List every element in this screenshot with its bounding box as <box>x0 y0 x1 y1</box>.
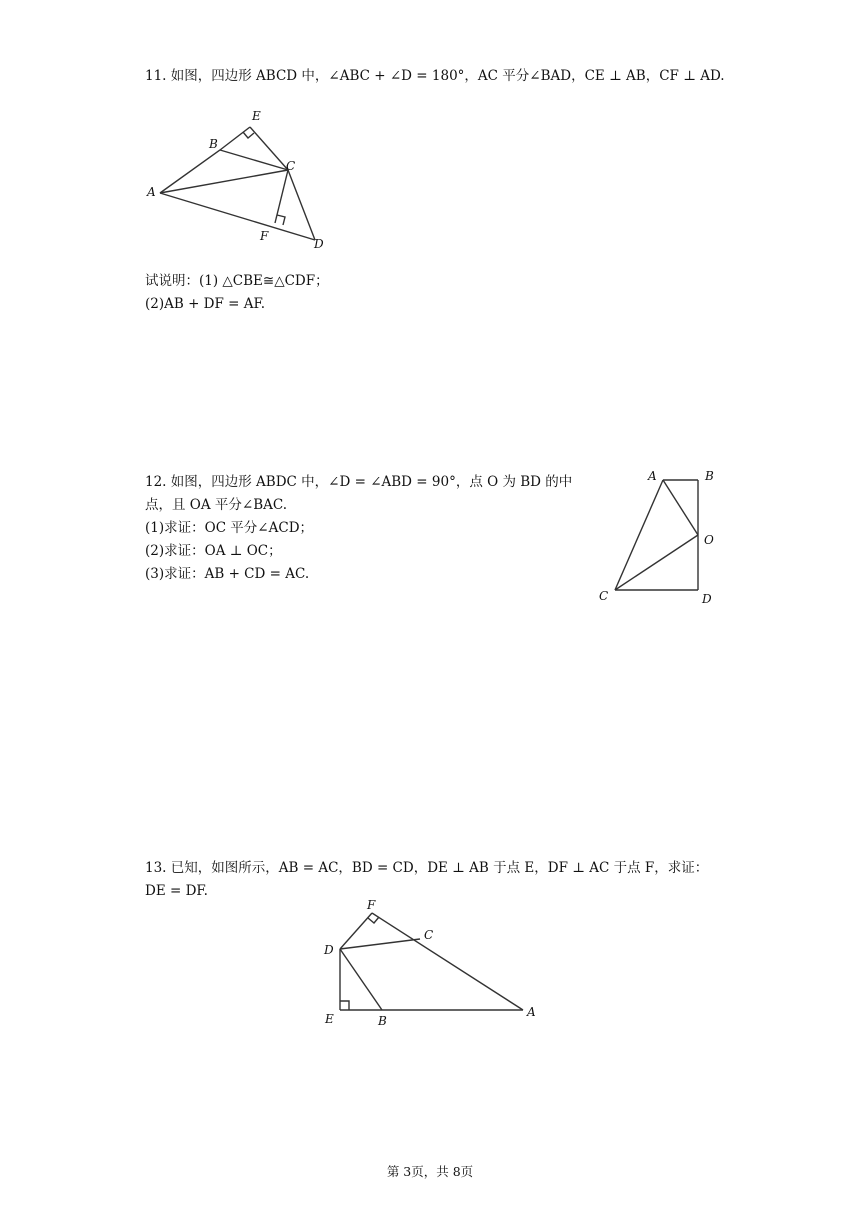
label-12-B: B <box>705 469 714 483</box>
label-12-C: C <box>599 589 609 603</box>
problem-12-figure <box>590 460 725 610</box>
label-12-D: D <box>702 592 712 606</box>
label-11-C: C <box>286 159 296 173</box>
problem-13-statement-line2: DE = DF. <box>145 883 208 899</box>
problem-12-statement-line1: 12. 如图，四边形 ABDC 中，∠D = ∠ABD = 90°，点 O 为 BD 的中 <box>145 474 573 490</box>
problem-12-statement-line2: 点，且 OA 平分∠BAC. <box>145 497 288 513</box>
label-13-B: B <box>378 1014 387 1028</box>
label-12-O: O <box>704 533 714 547</box>
label-11-E: E <box>252 109 261 123</box>
label-13-D: D <box>324 943 334 957</box>
problem-12-part-3: (3)求证：AB + CD = AC. <box>145 566 310 582</box>
label-13-F: F <box>367 898 376 912</box>
problem-13-figure <box>315 895 550 1035</box>
problem-11-part-2: (2)AB + DF = AF. <box>145 296 266 312</box>
label-13-A: A <box>527 1005 536 1019</box>
label-11-F: F <box>260 229 269 243</box>
label-12-A: A <box>648 469 657 483</box>
label-11-A: A <box>147 185 156 199</box>
problem-11-figure <box>140 100 340 260</box>
problem-13-statement-line1: 13. 已知，如图所示，AB = AC，BD = CD，DE ⊥ AB 于点 E，DF ⊥ AC 于点 F，求证： <box>145 860 709 876</box>
label-13-C: C <box>424 928 434 942</box>
problem-12-part-1: (1)求证：OC 平分∠ACD； <box>145 520 314 536</box>
label-11-D: D <box>314 237 324 251</box>
label-13-E: E <box>325 1012 334 1026</box>
page-footer: 第 3页，共 8页 <box>386 1164 474 1179</box>
problem-12-part-2: (2)求证：OA ⊥ OC； <box>145 543 282 559</box>
problem-11-part-1: 试说明：(1) △CBE≅△CDF； <box>145 273 329 289</box>
problem-11-statement: 11. 如图，四边形 ABCD 中，∠ABC + ∠D = 180°，AC 平分∠BAD，CE ⊥ AB，CF ⊥ AD. <box>145 68 725 84</box>
label-11-B: B <box>209 137 218 151</box>
